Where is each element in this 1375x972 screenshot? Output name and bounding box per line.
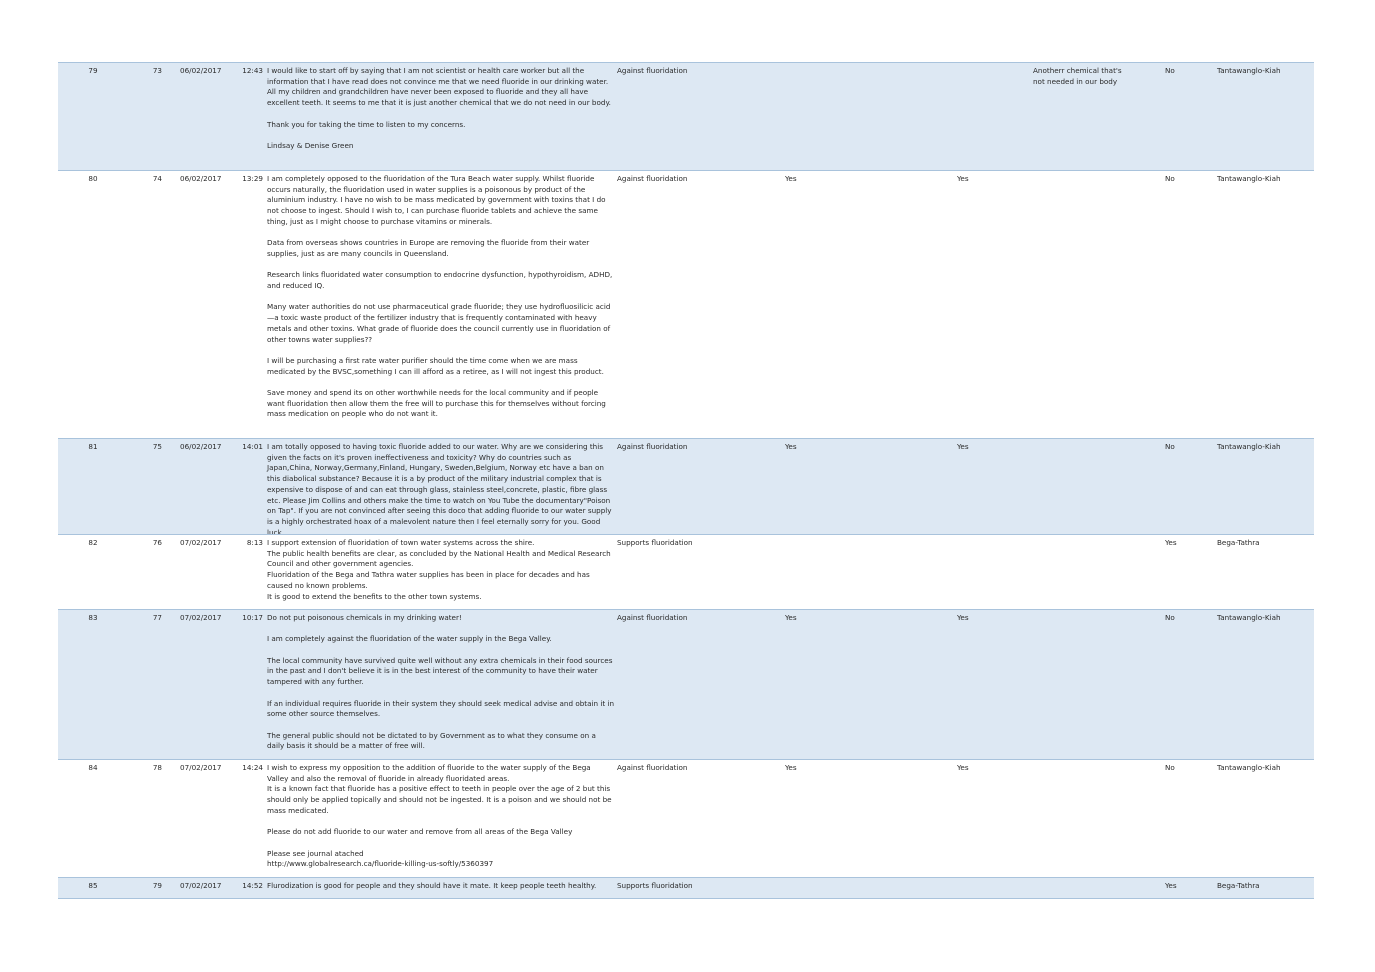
- submission-time: 14:52: [242, 881, 263, 890]
- submission-number: 76: [152, 538, 162, 547]
- comment-paragraph: I support extension of fluoridation of town water systems across the shire. The public health benefits are clear, as concluded by the National Health and Medical Research Council and other government agencies. Fluoridation of the Bega and Tathra water supplies has been in place for decades and has caused no known problems. It is good to extend the benefits to the other town systems.: [267, 538, 611, 601]
- comment-paragraph: Lindsay & Denise Green: [267, 140, 354, 150]
- table-row: [58, 534, 1314, 609]
- comment-paragraph: I am completely against the fluoridation of the water supply in the Bega Valley.: [267, 634, 552, 644]
- submission-date: 06/02/2017: [180, 174, 222, 183]
- position: Supports fluoridation: [617, 881, 693, 890]
- comment-paragraph: Please do not add fluoride to our water and remove from all areas of the Bega Valley: [267, 827, 573, 837]
- comment-paragraph: I am completely opposed to the fluoridation of the Tura Beach water supply. Whilst fluoride occurs naturally, the fluoridation used in water supplies is a poisonous by product of the aluminium industry. I have no wish to be mass medicated by government with toxins that I do not choose to ingest. Should I wish to, I can purchase fluoride tablets and achieve the same thing, just as I might choose to purchase vitamins or minerals.: [267, 174, 606, 226]
- comment-paragraph: Do not put poisonous chemicals in my drinking water!: [267, 613, 462, 622]
- position: Against fluoridation: [617, 613, 688, 622]
- position: Supports fluoridation: [617, 538, 693, 547]
- yes-no: Yes: [1165, 881, 1177, 890]
- comment-paragraph: I wish to express my opposition to the addition of fluoride to the water supply of the Bega Valley and also the removal of fluoride in already fluoridated areas. It is a known fact that fluoride has a positive effect to teeth in people over the age of 2 but this should only be applied topically and should not be ingested. It is a poison and we should not be mass medicated.: [267, 763, 612, 815]
- comment-text: [267, 538, 614, 602]
- comment-paragraph: The general public should not be dictated to by Government as to what they consume on a daily basis it should be a matter of free will.: [267, 730, 596, 751]
- row-number: 83: [88, 613, 98, 622]
- location: Bega-Tathra: [1217, 538, 1260, 547]
- response-1: Yes: [785, 442, 797, 451]
- response-2: Yes: [957, 442, 969, 451]
- position: Against fluoridation: [617, 763, 688, 772]
- submission-date: 07/02/2017: [180, 763, 222, 772]
- location: Tantawanglo-Kiah: [1217, 613, 1281, 622]
- location: Tantawanglo-Kiah: [1217, 66, 1281, 75]
- yes-no: No: [1165, 442, 1175, 451]
- comment-text: [267, 613, 614, 752]
- submission-number: 78: [152, 763, 162, 772]
- comment-text: [267, 442, 614, 538]
- yes-no: No: [1165, 763, 1175, 772]
- submission-number: 73: [152, 66, 162, 75]
- submission-time: 10:17: [242, 613, 263, 622]
- location: Tantawanglo-Kiah: [1217, 174, 1281, 183]
- table-row: [58, 877, 1314, 899]
- submission-time: 8:13: [246, 538, 263, 547]
- position: Against fluoridation: [617, 442, 688, 451]
- row-number: 82: [88, 538, 98, 547]
- comment-paragraph: I am totally opposed to having toxic fluoride added to our water. Why are we considering this given the facts on it's proven ineffectiveness and toxicity? Why do countries such as Japan,China, Norway,Germany,Finland, Hungary, Sweden,Belgium, Norway etc have a ban on this diabolical substance? Because it is a by product of the military industrial complex that is expensive to dispose of and can eat through glass, stainless steel,concrete, plastic, fibre glass etc. Please Jim Collins and others make the time to watch on You Tube the documentary"Poison on Tap". If you are not convinced after seeing this doco that adding fluoride to our water supply is a highly orchestrated hoax of a malevolent nature then I feel eternally sorry for you. Good luck.: [267, 442, 612, 537]
- yes-no: No: [1165, 66, 1175, 75]
- submission-number: 77: [152, 613, 162, 622]
- comment-text: [267, 881, 614, 892]
- row-number: 84: [88, 763, 98, 772]
- submission-date: 07/02/2017: [180, 881, 222, 890]
- location: Tantawanglo-Kiah: [1217, 763, 1281, 772]
- row-number: 79: [88, 66, 98, 75]
- submission-date: 07/02/2017: [180, 538, 222, 547]
- submission-time: 12:43: [242, 66, 263, 75]
- comment-paragraph: The local community have survived quite well without any extra chemicals in their food sources in the past and I don't believe it is in the best interest of the community to have their water tampered with any further.: [267, 655, 613, 687]
- comment-paragraph: I would like to start off by saying that I am not scientist or health care worker but all the information that I have read does not convince me that we need fluoride in our drinking water. All my children and grandchildren have never been exposed to fluoride and they all have excellent teeth. It seems to me that it is just another chemical that we do not need in our body.: [267, 66, 611, 108]
- submission-date: 06/02/2017: [180, 442, 222, 451]
- submission-time: 13:29: [242, 174, 263, 183]
- response-2: Yes: [957, 763, 969, 772]
- submission-time: 14:24: [242, 763, 263, 772]
- submissions-table: [58, 62, 1314, 899]
- comment-paragraph: I will be purchasing a first rate water purifier should the time come when we are mass medicated by the BVSC,something I can ill afford as a retiree, as I will not ingest this product.: [267, 355, 604, 376]
- comment-text: [267, 763, 614, 870]
- response-2: Yes: [957, 174, 969, 183]
- comment-paragraph: If an individual requires fluoride in their system they should seek medical advise and obtain it in some other source themselves.: [267, 698, 614, 719]
- comment-paragraph: Thank you for taking the time to listen to my concerns.: [267, 119, 466, 129]
- location: Bega-Tathra: [1217, 881, 1260, 890]
- submission-date: 07/02/2017: [180, 613, 222, 622]
- response-1: Yes: [785, 613, 797, 622]
- submission-number: 75: [152, 442, 162, 451]
- table-row: [58, 438, 1314, 537]
- table-row: [58, 759, 1314, 877]
- yes-no: Yes: [1165, 538, 1177, 547]
- row-number: 85: [88, 881, 98, 890]
- position: Against fluoridation: [617, 174, 688, 183]
- comment-paragraph: Save money and spend its on other worthwhile needs for the local community and if people want fluoridation then allow them the free will to purchase this for themselves without forcing mass medication on people who do not want it.: [267, 387, 606, 419]
- comment-paragraph: Data from overseas shows countries in Europe are removing the fluoride from their water supplies, just as are many councils in Queensland.: [267, 238, 590, 258]
- comment-paragraph: Flurodization is good for people and they should have it mate. It keep people teeth healthy.: [267, 881, 597, 890]
- location: Tantawanglo-Kiah: [1217, 442, 1281, 451]
- response-1: Yes: [785, 174, 797, 183]
- note: Anotherr chemical that's not needed in our body: [1033, 66, 1122, 86]
- comment-paragraph: Please see journal atached http://www.globalresearch.ca/fluoride-killing-us-softly/5360397: [267, 848, 494, 869]
- comment-paragraph: Research links fluoridated water consumption to endocrine dysfunction, hypothyroidism, ADHD, and reduced IQ.: [267, 270, 613, 290]
- submission-number: 79: [152, 881, 162, 890]
- row-number: 80: [88, 174, 98, 183]
- yes-no: No: [1165, 613, 1175, 622]
- table-row: [58, 609, 1314, 759]
- response-1: Yes: [785, 763, 797, 772]
- row-number: 81: [88, 442, 98, 451]
- submission-number: 74: [152, 174, 162, 183]
- table-row: [58, 62, 1314, 170]
- submission-time: 14:01: [242, 442, 263, 451]
- yes-no: No: [1165, 174, 1175, 183]
- comment-paragraph: Many water authorities do not use pharmaceutical grade fluoride; they use hydrofluosilicic acid—a toxic waste product of the fertilizer industry that is frequently contaminated with heavy metals and other toxins. What grade of fluoride does the council currently use in fluoridation of other towns water supplies??: [267, 302, 611, 344]
- response-2: Yes: [957, 613, 969, 622]
- comment-text: [267, 174, 614, 420]
- comment-text: [267, 66, 614, 152]
- position: Against fluoridation: [617, 66, 688, 75]
- submission-date: 06/02/2017: [180, 66, 222, 75]
- table-row: [58, 170, 1314, 438]
